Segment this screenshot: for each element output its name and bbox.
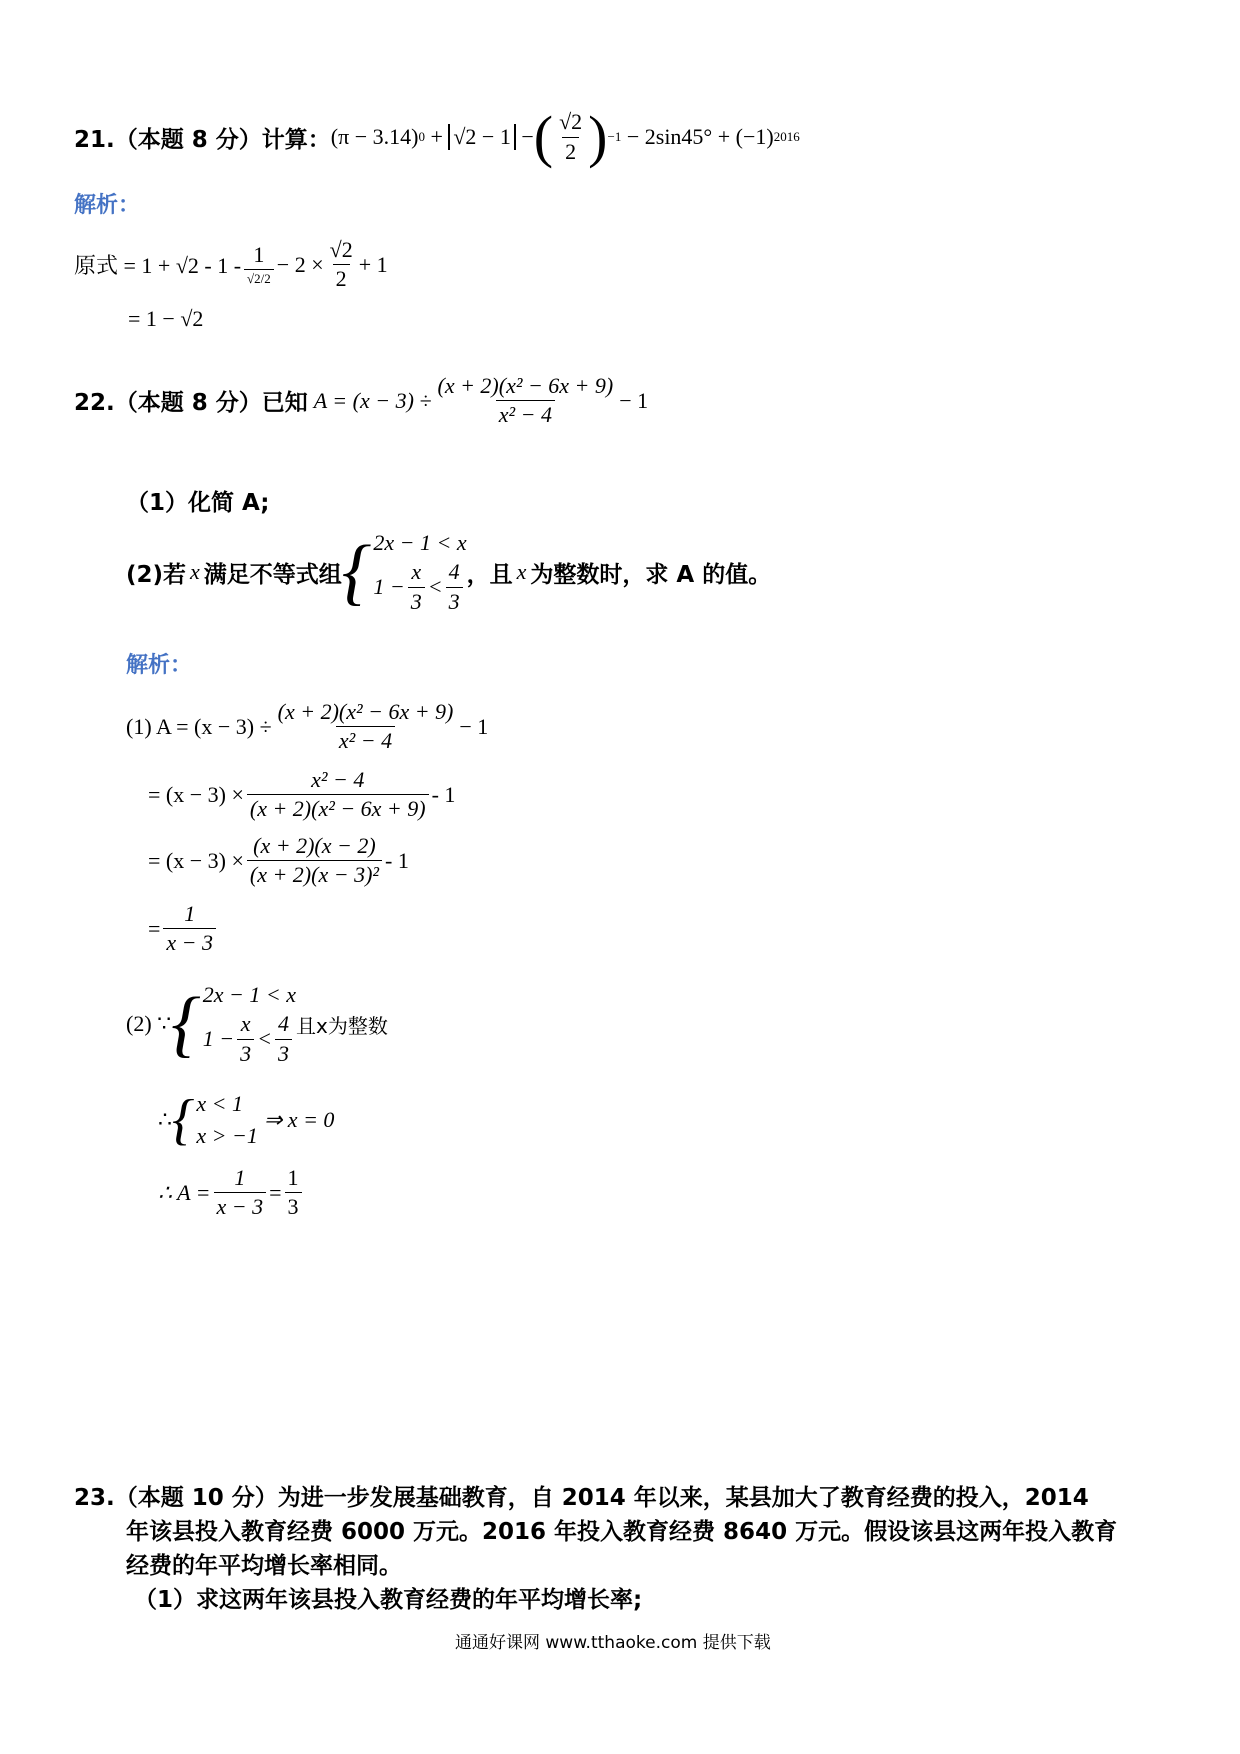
q22-step1: (1) A = (x − 3) ÷ $\frac{\text{(x + 2)(x² − 6x + 9)}}{\text{x² − 4}}$ − 1 [126,699,489,754]
q23-line3: 经费的年平均增长率相同。 [126,1553,402,1579]
q22-step3: = (x − 3) × $\frac{(x + 2)(x - 2)}{\text{(x + 2)(x − 3)²}}$ - 1 [148,833,409,888]
q22-part1: （1）化简 A; [126,490,270,516]
q21-sol-fraction-2: $\frac{√2}{2}$ [329,237,353,292]
q21-absolute-value: √2 − 1 [448,124,515,150]
q22-header: 22.（本题 8 分）已知 A = (x − 3) ÷ $\frac{\text{(x + 2)(x² − 6x + 9)}}{\text{x² − 4}}$ − 1 [74,373,649,428]
q22-heading: 22.（本题 8 分）已知 [74,390,308,417]
q22-part2: (2)若 x 满足不等式组 { 2x − 1 < x 1 − $\frac{x}{3}$ < $\frac{4}{3}$ ，且 x 为整数时，求 A 的值。 [126,528,771,616]
left-paren: ( [533,104,554,169]
q23-line2: 年该县投入教育经费 6000 万元。2016 年投入教育经费 8640 万元。假设该县这两年投入教育 [126,1519,1118,1545]
q22-step2: = (x − 3) × $\frac{\text{x² − 4}}{\text{(x + 2)(x² − 6x + 9)}}$ - 1 [148,767,456,822]
q21-sol-fraction-1: $\frac{1}{√2/2}$ [244,243,274,286]
q21-heading: 21.（本题 8 分）计算： [74,126,331,153]
q22-solution-label: 解析： [126,653,193,678]
footer-credit: 通通好课网 www.tthaoke.com 提供下载 [455,1633,771,1653]
q22-final-answer: ∴ A = $\frac{1}{x - 3}$ = $\frac{1}{3}$ [158,1166,305,1219]
q22-result-system: { x < 1 x > −1 [172,1089,258,1151]
q21-header [74,104,800,169]
left-brace: { [172,1089,195,1151]
q22-conclusion: ∴ { x < 1 x > −1 ⇒ x = 0 [158,1089,335,1151]
q21-solution-line2: = 1 − √2 [128,306,204,331]
q22-step4: = $\frac{1}{x - 3}$ [148,902,219,955]
q22-fraction: $\frac{\text{(x + 2)(x² − 6x + 9)}}{\text{x² − 4}}$ [437,373,614,428]
q21-fraction: $\frac{√2}{2}$ [559,109,583,164]
q21-solution-label: 解析： [74,193,141,218]
q22-inequality-system: { 2x − 1 < x 1 − $\frac{x}{3}$ < $\frac{4}{3}$ [341,530,467,614]
q21-solution-line1: 原式 = 1 + √2 - 1 - $\frac{1}{√2/2}$ − 2 × $\frac{√2}{2}$ + 1 [74,237,388,292]
q23-part1: （1）求这两年该县投入教育经费的年平均增长率; [134,1587,643,1613]
left-brace: { [341,531,372,613]
q21-expression: (π − 3.14) 0 + √2 − 1 − ( $\frac{√2}{2}$ ) −1 − 2sin45° + (−1) 2016 [330,104,800,169]
right-paren: ) [588,104,608,169]
q23-line1: 23.（本题 10 分）为进一步发展基础教育，自 2014 年以来，某县加大了教育经费的投入，2014 [74,1485,1089,1511]
left-brace: { [171,983,201,1065]
q22-part2-solution: (2) ∵ { 2x − 1 < x 1 − $\frac{x}{3}$ < $\frac{4}{3}$ 且x为整数 [126,980,388,1068]
q22-sol-inequality-system: { 2x − 1 < x 1 − $\frac{x}{3}$ < $\frac{4}{3}$ [171,982,296,1066]
